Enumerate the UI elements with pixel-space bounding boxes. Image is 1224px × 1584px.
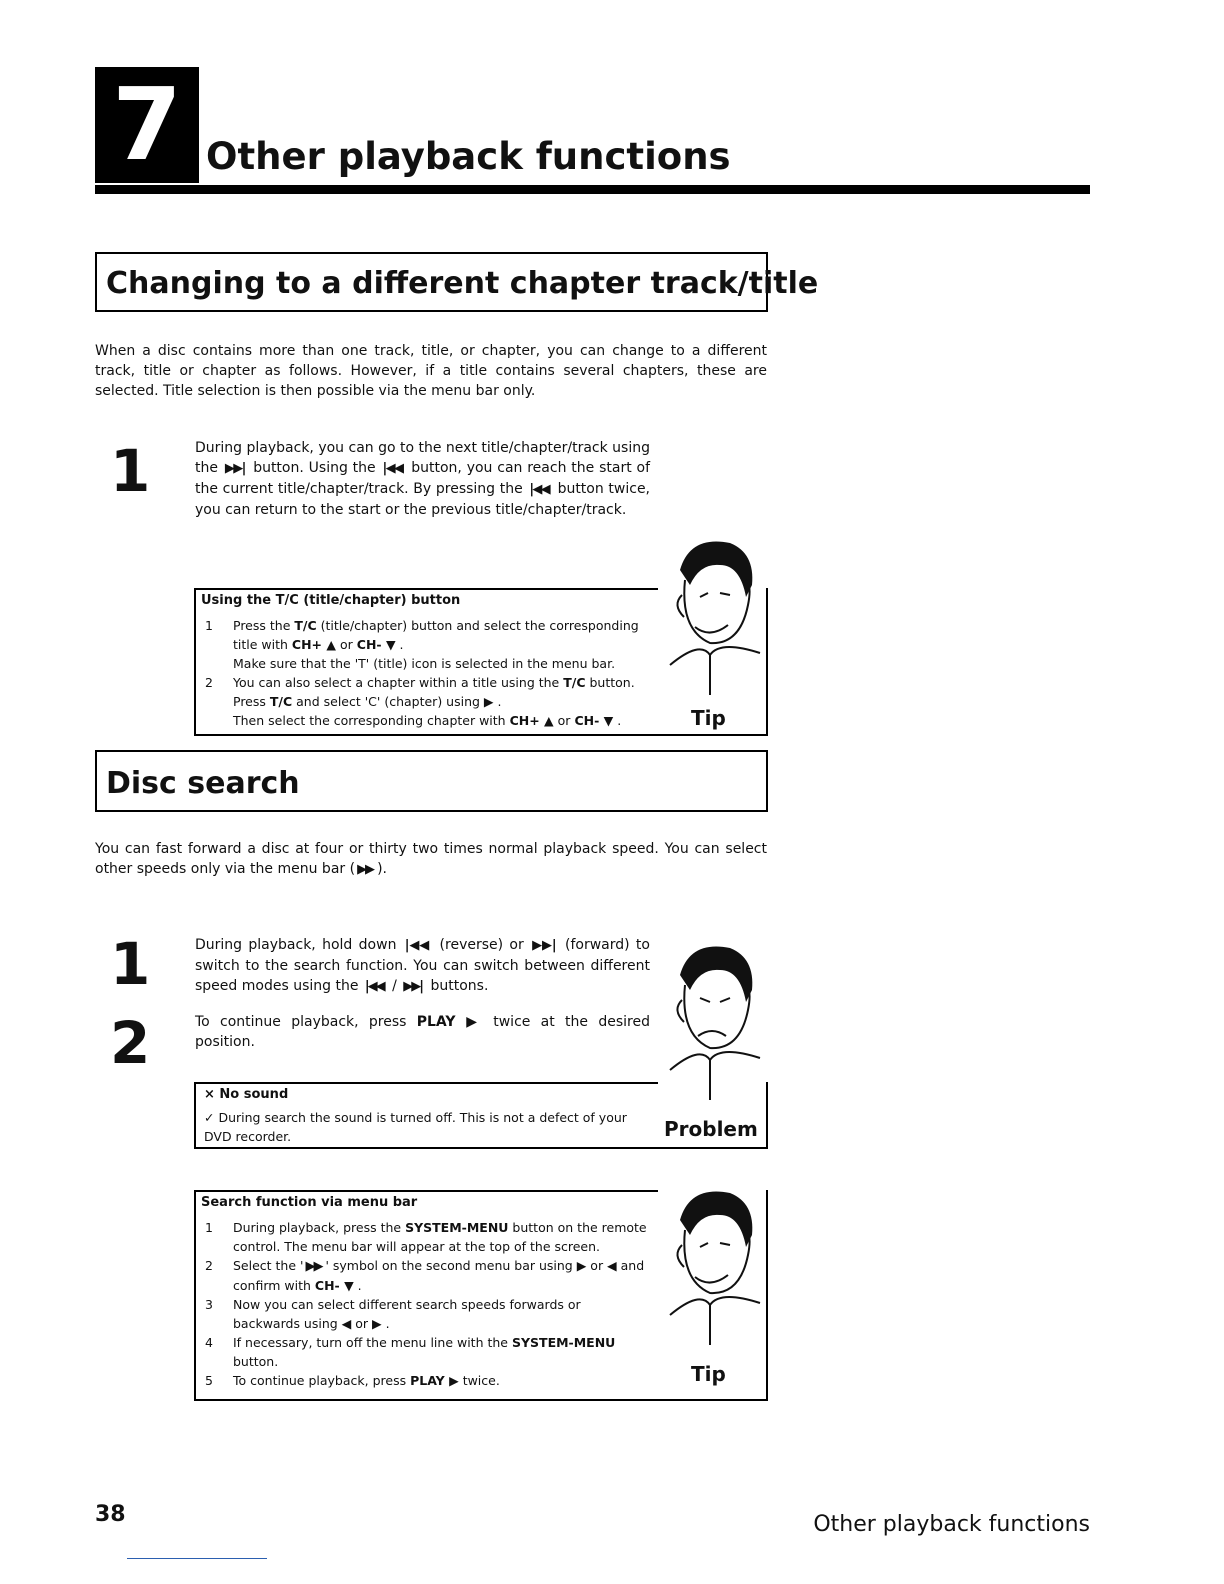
footer-title: Other playback functions: [813, 1512, 1090, 1537]
next-track-icon: ▶▶|: [224, 461, 245, 476]
next-track-icon: ▶▶|: [532, 938, 555, 953]
previous-track-icon: |◀◀: [364, 979, 384, 994]
chapter-title: Other playback functions: [206, 135, 731, 178]
bottom-line: [127, 1558, 267, 1559]
tip-item: 1 During playback, press the SYSTEM-MENU button on the remote control. The menu bar will appear at the top of the screen.: [205, 1220, 647, 1254]
cartoon-man-smiling-illustration: [660, 1185, 770, 1365]
tip-heading: Using the T/C (title/chapter) button: [201, 593, 461, 608]
step-text: To continue playback, press PLAY ▶ twice at the desired position.: [195, 1014, 650, 1050]
page-number: 38: [95, 1502, 126, 1527]
cartoon-man-smiling-illustration: [660, 535, 770, 715]
chapter-number-block: 7: [95, 67, 199, 183]
fast-forward-icon: ▶▶: [305, 1259, 322, 1274]
problem-heading: × No sound: [204, 1087, 289, 1102]
fast-forward-icon: ▶▶: [357, 862, 374, 877]
problem-label: Problem: [664, 1117, 758, 1141]
chapter-rule: [95, 185, 1090, 194]
previous-track-icon: |◀◀: [404, 938, 430, 953]
step-number: 1: [110, 437, 151, 505]
step-text: During playback, you can go to the next title/chapter/track using the ▶▶| button. Using the |◀◀ button, you can reach the start of the current title/chapter/track. By pressing the |◀◀ button twice, you can return to the start or the previous title/chapter/track.: [195, 440, 651, 518]
section-header-box: [95, 750, 768, 812]
next-track-icon: ▶▶|: [403, 979, 423, 994]
step-number: 2: [110, 1009, 151, 1077]
tip-label: Tip: [691, 1362, 726, 1386]
tip-heading: Search function via menu bar: [201, 1195, 418, 1210]
tip-item: 3 Now you can select different search speeds forwards or backwards using ◀ or ▶ .: [205, 1297, 581, 1331]
step-text: During playback, hold down |◀◀ (reverse) or ▶▶| (forward) to switch to the search function. You can switch between different speed modes using the |◀◀ / ▶▶| buttons.: [195, 937, 650, 994]
section-intro: You can fast forward a disc at four or thirty two times normal playback speed. You can select other speeds only via the menu bar ( ▶▶ ).: [95, 841, 767, 877]
previous-track-icon: |◀◀: [529, 482, 549, 497]
tip-item: 5 To continue playback, press PLAY ▶ twice.: [205, 1373, 500, 1388]
cartoon-man-frowning-illustration: [660, 940, 770, 1110]
tip-label: Tip: [691, 706, 726, 730]
section-intro: When a disc contains more than one track, title, or chapter, you can change to a different track, title or chapter as follows. However, if a title contains several chapters, these are selected. Title selection is then possible via the menu bar only.: [95, 343, 767, 399]
tip-item: 1 Press the T/C (title/chapter) button and select the corresponding title with CH+ ▲ or CH- ▼ . Make sure that the 'T' (title) icon is selected in the menu bar.: [205, 618, 639, 671]
tip-item: 2 Select the ' ▶▶ ' symbol on the second menu bar using ▶ or ◀ and confirm with CH- ▼ .: [205, 1258, 645, 1293]
section-title: Changing to a different chapter track/title: [106, 266, 819, 301]
problem-text: ✓ During search the sound is turned off. This is not a defect of your DVD recorder.: [204, 1110, 627, 1144]
section-header-box: [95, 252, 819, 312]
section-title: Disc search: [106, 766, 300, 801]
tip-item: 4 If necessary, turn off the menu line with the SYSTEM-MENU button.: [205, 1335, 616, 1369]
step-number: 1: [110, 930, 151, 998]
previous-track-icon: |◀◀: [382, 461, 403, 476]
tip-item: 2 You can also select a chapter within a title using the T/C button. Press T/C and select 'C' (chapter) using ▶ . Then select the corresponding chapter with CH+ ▲ or CH- ▼ .: [205, 675, 635, 728]
